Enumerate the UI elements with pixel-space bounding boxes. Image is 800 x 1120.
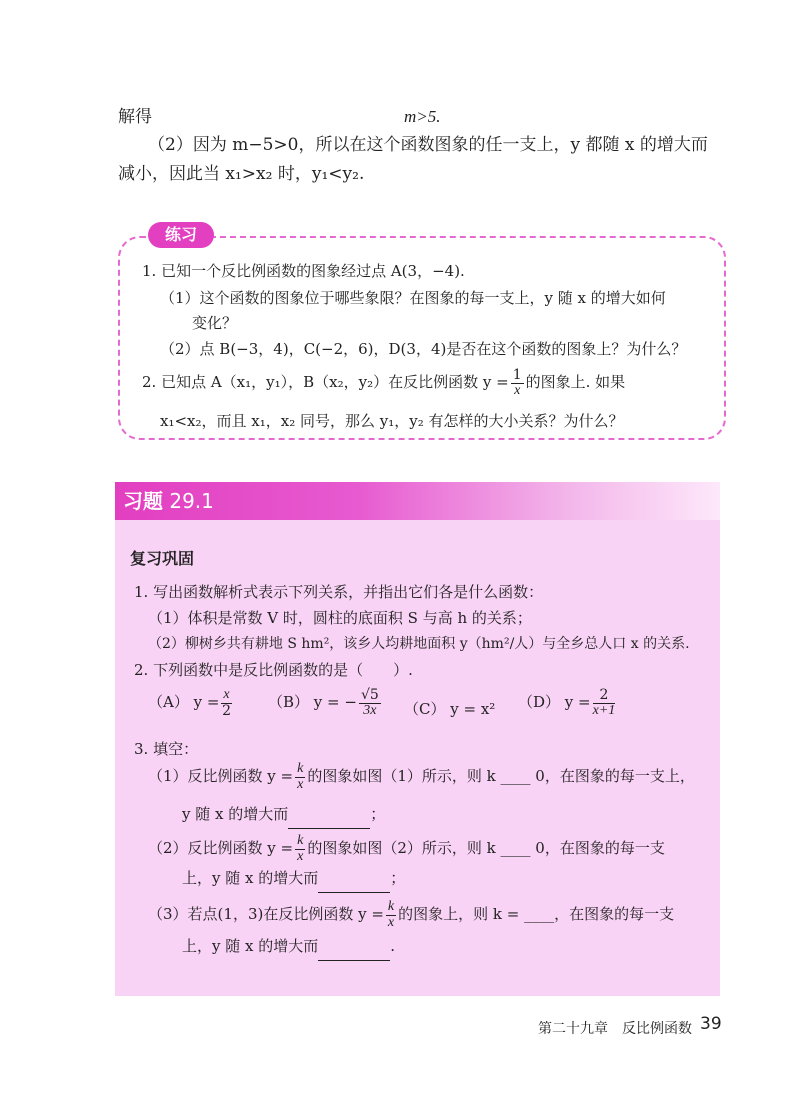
practice-question-1-2: （2）点 B(−3，4)，C(−2，6)，D(3，4)是否在这个函数的图象上？为什么？: [160, 340, 687, 358]
q3-2-line-2-text: 上，y 随 x 的增大而: [182, 869, 319, 887]
option-b: [268, 688, 383, 718]
practice-q2-prefix: 2. 已知点 A（x₁，y₁），B（x₂，y₂）在反比例函数 y =: [142, 373, 509, 392]
paragraph-2-line-2: 减小，因此当 x₁>x₂ 时，y₁<y₂.: [118, 164, 365, 184]
q3-3-end: .: [390, 937, 396, 955]
fraction-numerator: k: [297, 761, 304, 776]
fraction-denominator: x: [297, 776, 304, 792]
q3-1-suffix: 的图象如图（1）所示，则 k ____ 0，在图象的每一支上，: [307, 767, 695, 786]
fraction-denominator: 2: [222, 702, 231, 719]
q3-2-suffix: 的图象如图（2）所示，则 k ____ 0，在图象的每一支: [307, 839, 665, 858]
exercise-question-1: 1. 写出函数解析式表示下列关系，并指出它们各是什么函数：: [134, 583, 544, 601]
option-b-prefix: （B） y = −: [268, 693, 357, 712]
solve-result: m>5.: [404, 107, 441, 126]
fraction-k-over-x: [295, 762, 305, 792]
practice-tag: 练习: [148, 222, 214, 248]
practice-question-2-line-1: [142, 368, 625, 398]
answer-blank[interactable]: [318, 864, 390, 893]
question-3-3-line-2: [182, 932, 395, 961]
paragraph-2-line-1: （2）因为 m−5>0，所以在这个函数图象的任一支上，y 都随 x 的增大而: [148, 135, 708, 155]
fraction-denominator: 3x: [363, 702, 377, 718]
fraction-denominator: x+1: [592, 702, 616, 718]
option-d: [518, 688, 617, 718]
option-d-prefix: （D） y =: [518, 693, 591, 712]
fraction-numerator: x: [223, 687, 230, 702]
q3-1-prefix: （1）反比例函数 y =: [148, 767, 294, 786]
solve-label: 解得: [118, 107, 152, 127]
exercise-question-2: 2. 下列函数中是反比例函数的是（ ）.: [134, 661, 413, 679]
q3-3-line-2-text: 上，y 随 x 的增大而: [182, 937, 319, 955]
exercise-title-label: 习题: [123, 489, 163, 513]
exercise-question-3: 3. 填空：: [134, 740, 199, 758]
fraction-denominator: x: [514, 382, 521, 398]
answer-blank[interactable]: [318, 932, 390, 961]
option-b-fraction: [359, 688, 381, 718]
option-a: [148, 688, 234, 718]
practice-question-2-line-2: x₁<x₂，而且 x₁，x₂ 同号，那么 y₁，y₂ 有怎样的大小关系？为什么？: [160, 412, 624, 430]
option-a-fraction: [221, 688, 231, 718]
option-c: （C） y = x²: [404, 700, 496, 718]
fraction-denominator: x: [297, 848, 304, 864]
q3-1-line-2-text: y 随 x 的增大而: [182, 805, 289, 823]
question-3-2-line-2: [182, 864, 405, 893]
exercise-question-1-2: （2）柳树乡共有耕地 S hm²，该乡人均耕地面积 y（hm²/人）与全乡总人口 x 的关系.: [148, 636, 690, 652]
fraction-k-over-x: [295, 834, 305, 864]
q3-2-end: ；: [390, 869, 406, 887]
option-d-fraction: [593, 688, 616, 718]
fraction-numerator: k: [297, 833, 304, 848]
answer-blank[interactable]: [288, 800, 370, 829]
practice-q2-suffix: 的图象上. 如果: [525, 373, 626, 392]
question-3-1-line-1: [148, 762, 695, 792]
fraction-denominator: x: [387, 914, 395, 930]
fraction-1-over-x: [511, 368, 524, 398]
question-3-3-line-1: [148, 900, 674, 930]
fraction-numerator: k: [387, 899, 395, 914]
page-number: 39: [700, 1014, 722, 1034]
fraction-numerator: 1: [512, 367, 522, 383]
practice-question-1-1-line-1: （1）这个函数的图象位于哪些象限？在图象的每一支上，y 随 x 的增大如何: [160, 289, 666, 307]
practice-question-1-1-line-2: 变化？: [192, 314, 238, 332]
question-3-2-line-1: [148, 834, 665, 864]
fraction-numerator: √5: [360, 687, 379, 703]
exercise-title: [123, 482, 214, 520]
question-3-1-line-2: [182, 800, 385, 829]
exercise-question-1-1: （1）体积是常数 V 时，圆柱的底面积 S 与高 h 的关系；: [148, 609, 532, 627]
exercise-title-number: 29.1: [169, 489, 214, 513]
practice-question-1: 1. 已知一个反比例函数的图象经过点 A(3，−4).: [142, 262, 465, 280]
q3-3-suffix: 的图象上，则 k = ____，在图象的每一支: [398, 905, 675, 924]
chapter-footer: 第二十九章 反比例函数: [538, 1021, 692, 1037]
option-a-prefix: （A） y =: [148, 693, 220, 712]
review-heading: 复习巩固: [130, 549, 195, 568]
fraction-k-over-x: [386, 900, 396, 930]
fraction-numerator: 2: [593, 688, 616, 704]
q3-3-prefix: （3）若点(1，3)在反比例函数 y =: [148, 905, 384, 924]
q3-2-prefix: （2）反比例函数 y =: [148, 839, 294, 858]
q3-1-end: ；: [370, 805, 386, 823]
